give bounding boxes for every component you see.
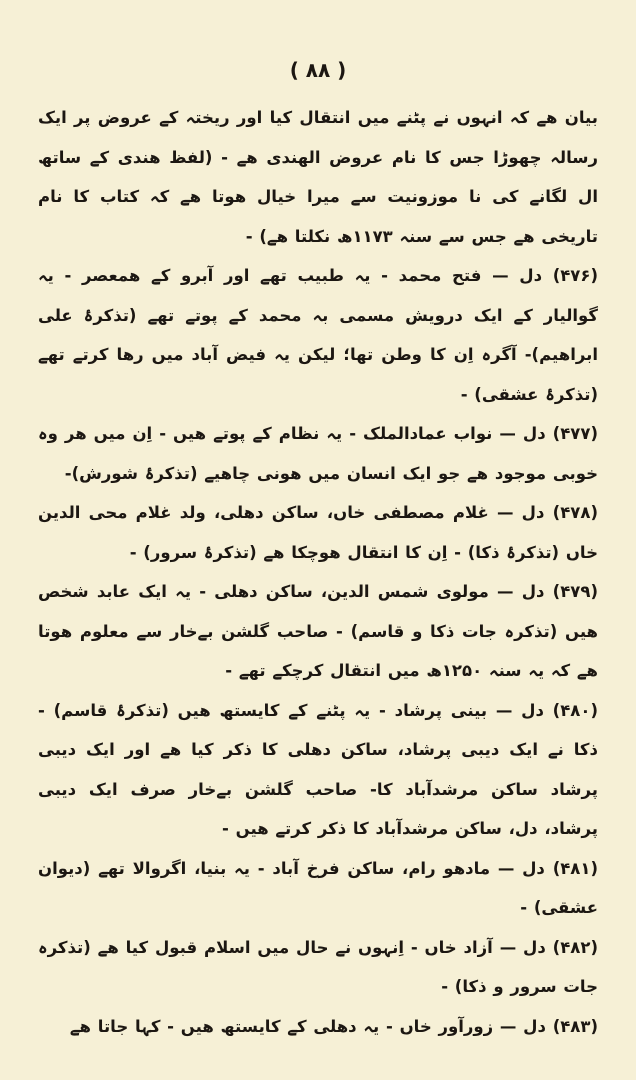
paragraph-intro-continuation: بیان هے کہ انہوں نے پٹنے میں انتقال کیا اور ریختہ کے عروض پر ایک رسالہ چھوڑا جس کا نام عروض الهندی هے - (لفظ هندی کے ساتھ ال لگانے کی نا موزونیت سے میرا خیال هوتا هے کہ کتاب کا نام تاریخی هے جس سے سنہ ۱۱۷۳ھ نکلتا هے) - (38, 108, 598, 246)
entry-476: (۴۷۶) دل — فتح محمد - یہ طبیب تھے اور آبرو کے همعصر - یہ گوالیار کے ایک درویش مسمی بہ محمد کے پوتے تھے (تذکرۂ علی ابراهیم)- آگرہ اِن کا وطن تھا؛ لیکن یہ فیض آباد میں رها کرتے تھے (تذکرۂ عشقی) - (38, 266, 598, 404)
entry-481: (۴۸۱) دل — مادھو رام، ساکن فرخ آباد - یہ بنیا، اگروالا تھے (دیوان عشقی) - (38, 858, 598, 917)
entry-480: (۴۸۰) دل — بینی پرشاد - یہ پٹنے کے کایستھ هیں (تذکرۂ قاسم) - ذکا نے ایک دیبی پرشاد، ساکن دهلی کا ذکر کیا هے اور ایک دیبی پرشاد ساکن مرشدآباد کا- صاحب گلشن بےخار صرف ایک دیبی پرشاد، دل، ساکن مرشدآباد کا ذکر کرتے هیں - (38, 700, 598, 838)
entry-478: (۴۷۸) دل — غلام مصطفی خاں، ساکن دهلی، ولد غلام محی الدین خاں (تذکرۂ ذکا) - اِن کا انتقال هوچکا هے (تذکرۂ سرور) - (38, 503, 598, 562)
entry-477: (۴۷۷) دل — نواب عمادالملک - یہ نظام کے پوتے هیں - اِن میں هر وہ خوبی موجود هے جو ایک انسان میں هونی چاهیے (تذکرۂ شورش)- (38, 424, 598, 483)
page-number: ( ۸۸ ) (289, 58, 347, 82)
entry-479: (۴۷۹) دل — مولوی شمس الدین، ساکن دهلی - یہ ایک عابد شخص هیں (تذکرہ جات ذکا و قاسم) - صاحب گلشن بےخار سے معلوم هوتا هے کہ یہ سنہ ۱۲۵۰ھ میں انتقال کرچکے تھے - (38, 582, 598, 680)
entry-483: (۴۸۳) دل — زورآور خاں - یہ دهلی کے کایستھ هیں - کہا جاتا هے (69, 1016, 598, 1036)
entry-482: (۴۸۲) دل — آزاد خاں - اِنہوں نے حال میں اسلام قبول کیا هے (تذکرہ جات سرور و ذکا) - (38, 937, 598, 996)
page-body (38, 98, 598, 1046)
